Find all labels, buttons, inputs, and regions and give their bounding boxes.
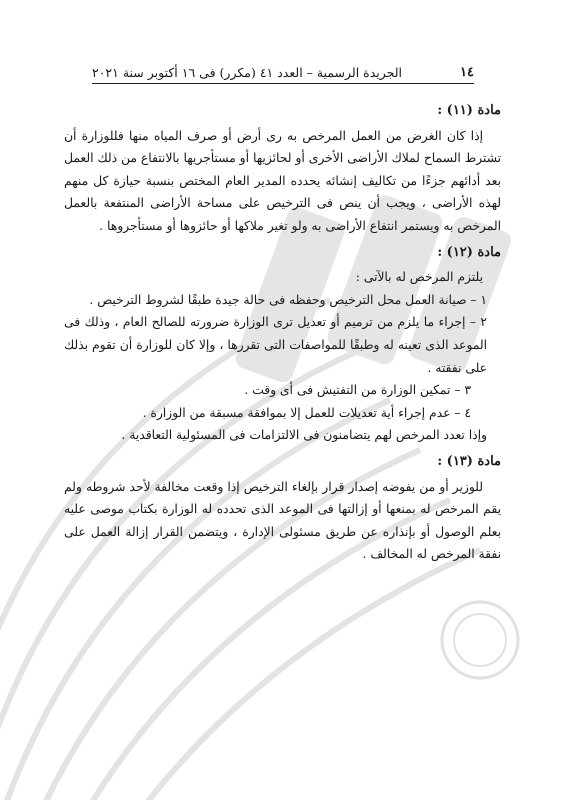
- header-title: الجريدة الرسمية – العدد ٤١ (مكرر) فى ١٦ أكتوبر سنة ٢٠٢١: [92, 65, 403, 80]
- article-12-intro: يلتزم المرخص له بالآتى :: [355, 270, 483, 285]
- article-12-item-1: ١ – صيانة العمل محل الترخيص وحفظه فى حالة جيدة طبقًا لشروط الترخيص .: [89, 292, 487, 307]
- document-body: [64, 96, 501, 566]
- article-12-item-4: ٤ – عدم إجراء أية تعديلات للعمل إلا بموافقة مسبقة من الوزارة .: [142, 405, 471, 420]
- article-12-heading: مادة (١٢) :: [437, 244, 501, 260]
- page-number: ١٤: [460, 65, 474, 80]
- article-12-item-2: ٢ – إجراء ما يلزم من ترميم أو تعديل ترى الوزارة ضرورته للصالح العام ، وذلك فى الموعد الذى تعينه له وطبقًا للمواصفات التى تقررها ، وإلا كان للوزارة أن تقوم بذلك على نفقته .: [64, 315, 487, 375]
- article-12-closing: وإذا تعدد المرخص لهم يتضامنون فى الالتزامات فى المسئولية التعاقدية .: [121, 428, 487, 443]
- article-12-item-3: ٣ – تمكين الوزارة من التفتيش فى أى وقت .: [244, 383, 471, 398]
- article-11-paragraph: إذا كان الغرض من العمل المرخص به رى أرض أو صرف المياه منها فللوزارة أن تشترط السماح لملاك الأراضى الأخرى أو لحائزيها أو مستأجريها بالانتفاع من ذلك العمل بعد أدائهم جزءًا من تكاليف إنشائه يحدده المدير العام المختص بنسبة حيازة كل منهم لهذه الأراضى ، ويجب أن ينص فى الترخيص على مساحة الأراضى المنتفعة بالعمل المرخص به ويستمر انتفاع الأراضى به ولو تغير ملاكها أو حائزوها أو مستأجروها .: [64, 128, 501, 233]
- article-11-heading: مادة (١١) :: [437, 103, 501, 118]
- article-13-paragraph: للوزير أو من يفوضه إصدار قرار بإلغاء الترخيص إذا وقعت مخالفة لأحد شروطه ولم يقم المرخص له بمنعها أو إزالتها فى الموعد الذى تحدده له الوزارة بكتاب موصى عليه بعلم الوصول أو بإنذاره عن طريق مسئولى الإدارة ، ويتضمن القرار إزالة العمل على نفقة المرخص له المخالف .: [64, 479, 501, 562]
- article-13-heading: مادة (١٣) :: [437, 453, 501, 469]
- page-header: [92, 58, 474, 84]
